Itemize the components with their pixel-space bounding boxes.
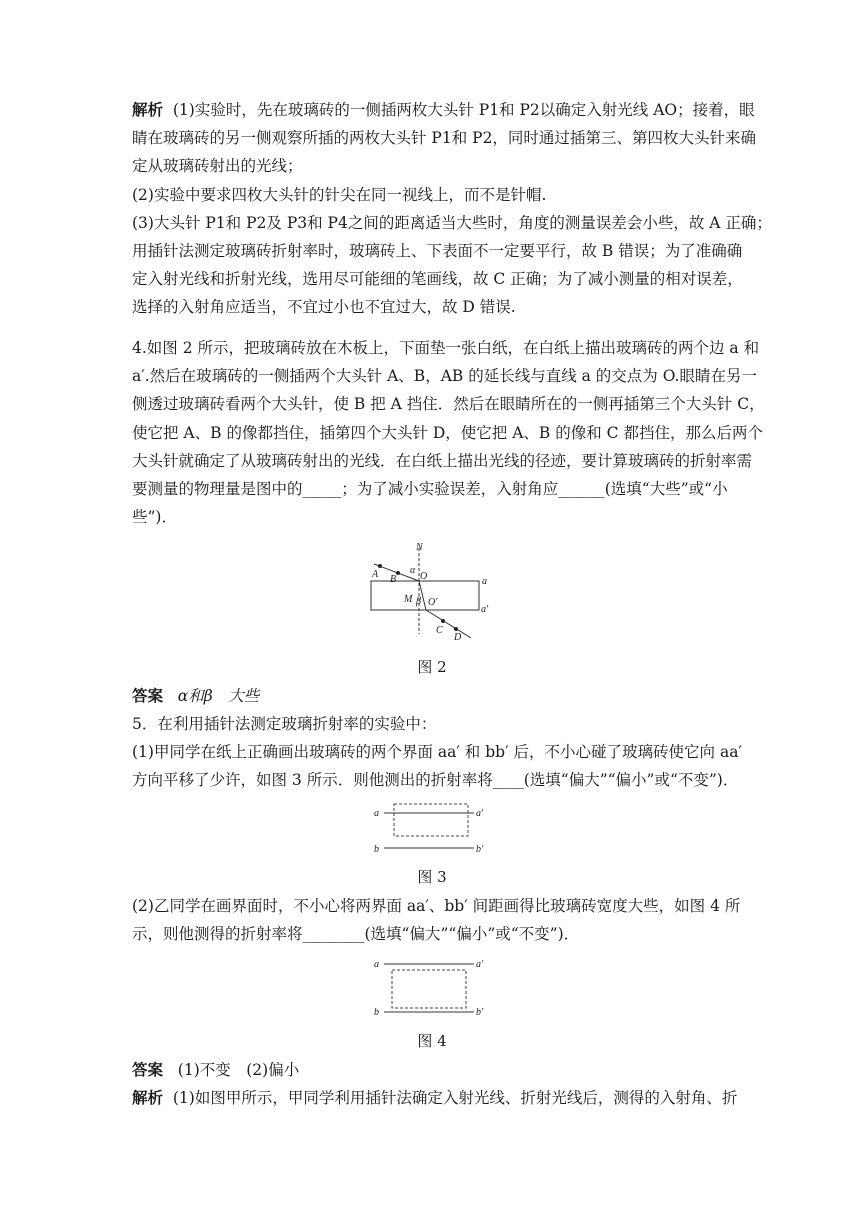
- label-b-pin: B: [390, 574, 397, 585]
- label-o: O: [420, 571, 428, 582]
- shifted-glass-block: [394, 804, 468, 836]
- glass-block-outline: [392, 970, 466, 1008]
- figure-2: [366, 542, 496, 642]
- label-a: a: [374, 808, 379, 819]
- label-b: b: [374, 1007, 379, 1016]
- question-line: 大头针就确定了从玻璃砖射出的光线．在白纸上描出光线的径迹，要计算玻璃砖的折射率需: [132, 451, 753, 470]
- figure-4-caption: 图 4: [417, 1032, 447, 1050]
- figure-3: [370, 802, 500, 852]
- analysis-line: 选择的入射角应适当，不宜过小也不宜过大，故 D 错误.: [132, 298, 516, 317]
- analysis-line: 睛在玻璃砖的另一侧观察所插的两枚大头针 P1和 P2，同时通过插第三、第四枚大头针来确: [132, 129, 756, 148]
- figure-3-caption: 图 3: [417, 868, 447, 886]
- analysis-line: (1)实验时，先在玻璃砖的一侧插两枚大头针 P1和 P2以确定入射光线 AO；接着，眼: [172, 101, 755, 119]
- label-a-edge: a: [482, 576, 487, 587]
- pin-b: [396, 571, 400, 575]
- label-m: M: [404, 594, 413, 605]
- question-line: 示，则他测得的折射率将________(选填“偏大”“偏小”或“不变”)．: [132, 925, 580, 944]
- question-line: 方向平移了少许，如图 3 所示．则他测出的折射率将____(选填“偏大”“偏小”或“不变”)．: [132, 771, 739, 790]
- question-line: 要测量的物理量是图中的_____；为了减小实验误差，入射角应______(选填“大些”或“小: [132, 480, 728, 499]
- question-line: a′.然后在玻璃砖的一侧插两个大头针 A、B，AB 的延长线与直线 a 的交点为 O.眼睛在另一: [132, 367, 757, 386]
- answer-text: (1)不变 (2)偏小: [177, 1061, 300, 1079]
- label-a-pin: A: [372, 569, 379, 580]
- analysis-line: (2)实验中要求四枚大头针的针尖在同一视线上，而不是针帽.: [132, 185, 547, 204]
- question-line: 些”)．: [132, 508, 177, 527]
- analysis-line: 定入射光线和折射光线，选用尽可能细的笔画线，故 C 正确；为了减小测量的相对误差，: [132, 270, 743, 289]
- emergent-ray: [426, 610, 471, 638]
- label-n: N: [416, 542, 423, 553]
- analysis-line: 用插针法测定玻璃砖折射率时，玻璃砖上、下表面不一定要平行，故 B 错误；为了准确确: [132, 242, 743, 261]
- label-b: b: [374, 844, 379, 852]
- pin-d: [454, 627, 458, 631]
- analysis-line: (1)如图甲所示，甲同学利用插针法确定入射光线、折射光线后，测得的入射角、折: [172, 1089, 738, 1107]
- question-line: 侧透过玻璃砖看两个大头针，使 B 把 A 挡住．然后在眼睛所在的一侧再插第三个大头针 C，: [132, 395, 765, 414]
- analysis-label: 解析: [132, 101, 164, 119]
- label-beta: β: [416, 596, 421, 607]
- analysis-line: 定从玻璃砖射出的光线；: [132, 157, 303, 176]
- label-a: a: [374, 959, 379, 970]
- figure-3-diagram: [370, 802, 500, 852]
- label-c-pin: C: [436, 625, 443, 636]
- label-o-prime: O′: [428, 597, 438, 608]
- question-line: (2)乙同学在画界面时，不小心将两界面 aa′、bb′ 间距画得比玻璃砖宽度大些，如图 4 所: [132, 897, 741, 915]
- figure-2-caption: 图 2: [417, 658, 447, 676]
- answer-text: α和β 大些: [177, 687, 260, 705]
- analysis-block-1: [132, 96, 772, 322]
- answer-label: 答案: [132, 1061, 164, 1079]
- question-5: [132, 710, 742, 795]
- figure-4-diagram: [370, 956, 500, 1016]
- label-alpha: α: [410, 565, 416, 576]
- analysis-line: (3)大头针 P1和 P2及 P3和 P4之间的距离适当大些时，角度的测量误差会小些，故 A 正确；: [132, 213, 772, 232]
- answer-label: 答案: [132, 687, 164, 705]
- question-5-part-2: [132, 892, 741, 948]
- label-a-prime: a′: [476, 808, 484, 819]
- question-intro: 5．在利用插针法测定玻璃折射率的实验中：: [132, 715, 437, 733]
- label-a-prime: a′: [476, 959, 484, 970]
- figure-2-diagram: [366, 542, 496, 642]
- label-b-prime: b′: [476, 1007, 484, 1016]
- figure-4: [370, 956, 500, 1016]
- question-line: 使它把 A、B 的像都挡住，插第四个大头针 D，使它把 A、B 的像和 C 都挡住，那么后两个: [132, 423, 763, 442]
- question-line: 4.如图 2 所示，把玻璃砖放在木板上，下面垫一张白纸，在白纸上描出玻璃砖的两个边 a 和: [132, 339, 760, 357]
- pin-a: [378, 564, 382, 568]
- label-d-pin: D: [454, 632, 462, 642]
- analysis-label: 解析: [132, 1089, 164, 1107]
- question-4: [132, 334, 765, 531]
- pin-c: [441, 619, 445, 623]
- question-line: (1)甲同学在纸上正确画出玻璃砖的两个界面 aa′ 和 bb′ 后，不小心碰了玻璃砖使它向 aa′: [132, 743, 742, 762]
- label-b-prime: b′: [476, 844, 484, 852]
- label-a-prime-edge: a′: [481, 604, 489, 615]
